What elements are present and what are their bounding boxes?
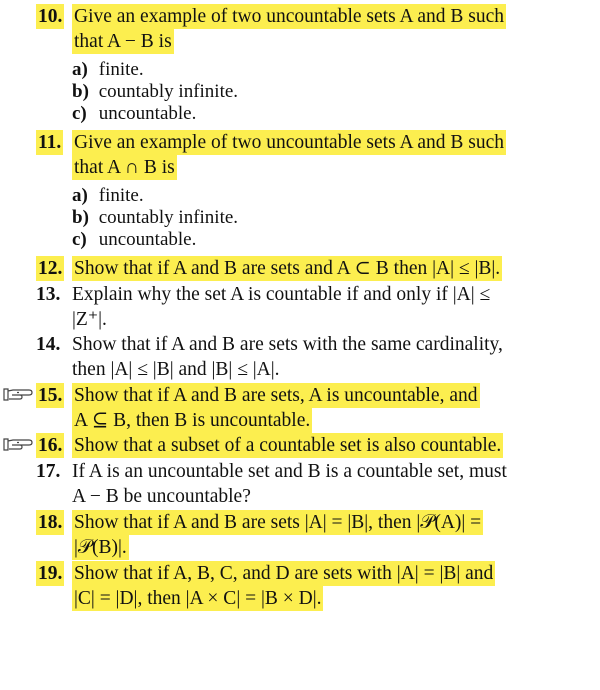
problem-text-line: that A ∩ B is bbox=[74, 157, 175, 178]
problem-number: 12. bbox=[38, 258, 63, 279]
problem-text-line: that A − B is bbox=[74, 31, 172, 52]
subitem-label: c) bbox=[72, 103, 87, 124]
problem-number: 13. bbox=[36, 284, 61, 305]
problem-text-line: Show that if A, B, C, and D are sets with |A| = |B| and bbox=[74, 563, 494, 584]
subitem-label: b) bbox=[72, 81, 89, 102]
problem-text-line: |𝒫(B)|. bbox=[74, 537, 127, 558]
problem-text-line: Show that if A and B are sets with the same cardinality, bbox=[72, 334, 503, 355]
subitem-label: a) bbox=[72, 59, 88, 80]
subitem-text: uncountable. bbox=[98, 103, 197, 124]
problem-number: 15. bbox=[38, 385, 63, 406]
problem-text-line: |C| = |D|, then |A × C| = |B × D|. bbox=[74, 588, 322, 609]
problem-text-line: then |A| ≤ |B| and |B| ≤ |A|. bbox=[72, 359, 280, 380]
problem-text-line: Show that if A and B are sets |A| = |B|, then |𝒫(A)| = bbox=[74, 512, 482, 533]
problem-text-line: Explain why the set A is countable if and only if |A| ≤ bbox=[72, 284, 491, 305]
problem-text-line: Show that if A and B are sets, A is uncountable, and bbox=[74, 385, 478, 406]
subitem-a bbox=[72, 59, 144, 81]
subitem-text: finite. bbox=[98, 59, 144, 80]
subitem-text: countably infinite. bbox=[98, 81, 239, 102]
subitem-b bbox=[72, 81, 238, 103]
problem-number: 17. bbox=[36, 461, 61, 482]
problem-text-line: A ⊆ B, then B is uncountable. bbox=[74, 410, 311, 431]
subitem-c bbox=[72, 103, 196, 125]
problem-text-line: Show that a subset of a countable set is also countable. bbox=[74, 435, 502, 456]
subitem-label: a) bbox=[72, 185, 88, 206]
problem-text-line: |Z⁺|. bbox=[72, 309, 107, 330]
subitem-text: uncountable. bbox=[98, 229, 197, 250]
problem-number: 10. bbox=[38, 6, 63, 27]
problem-text-line: Give an example of two uncountable sets A and B such bbox=[74, 132, 504, 153]
problem-number: 18. bbox=[38, 512, 63, 533]
subitem-label: b) bbox=[72, 207, 89, 228]
subitem-text: finite. bbox=[98, 185, 144, 206]
problem-number: 19. bbox=[38, 563, 63, 584]
subitem-a bbox=[72, 185, 144, 207]
problem-text-line: A − B be uncountable? bbox=[72, 486, 251, 507]
pointing-hand-icon bbox=[3, 387, 33, 403]
problem-text-line: Give an example of two uncountable sets A and B such bbox=[74, 6, 504, 27]
problem-number: 14. bbox=[36, 334, 61, 355]
pointing-hand-icon bbox=[3, 437, 33, 453]
subitem-b bbox=[72, 207, 238, 229]
subitem-text: countably infinite. bbox=[98, 207, 239, 228]
problem-text-line: If A is an uncountable set and B is a countable set, must bbox=[72, 461, 507, 482]
problem-text-line: Show that if A and B are sets and A ⊂ B then |A| ≤ |B|. bbox=[74, 258, 501, 279]
problem-number: 11. bbox=[38, 132, 62, 153]
problem-number: 16. bbox=[38, 435, 63, 456]
subitem-c bbox=[72, 229, 196, 251]
subitem-label: c) bbox=[72, 229, 87, 250]
